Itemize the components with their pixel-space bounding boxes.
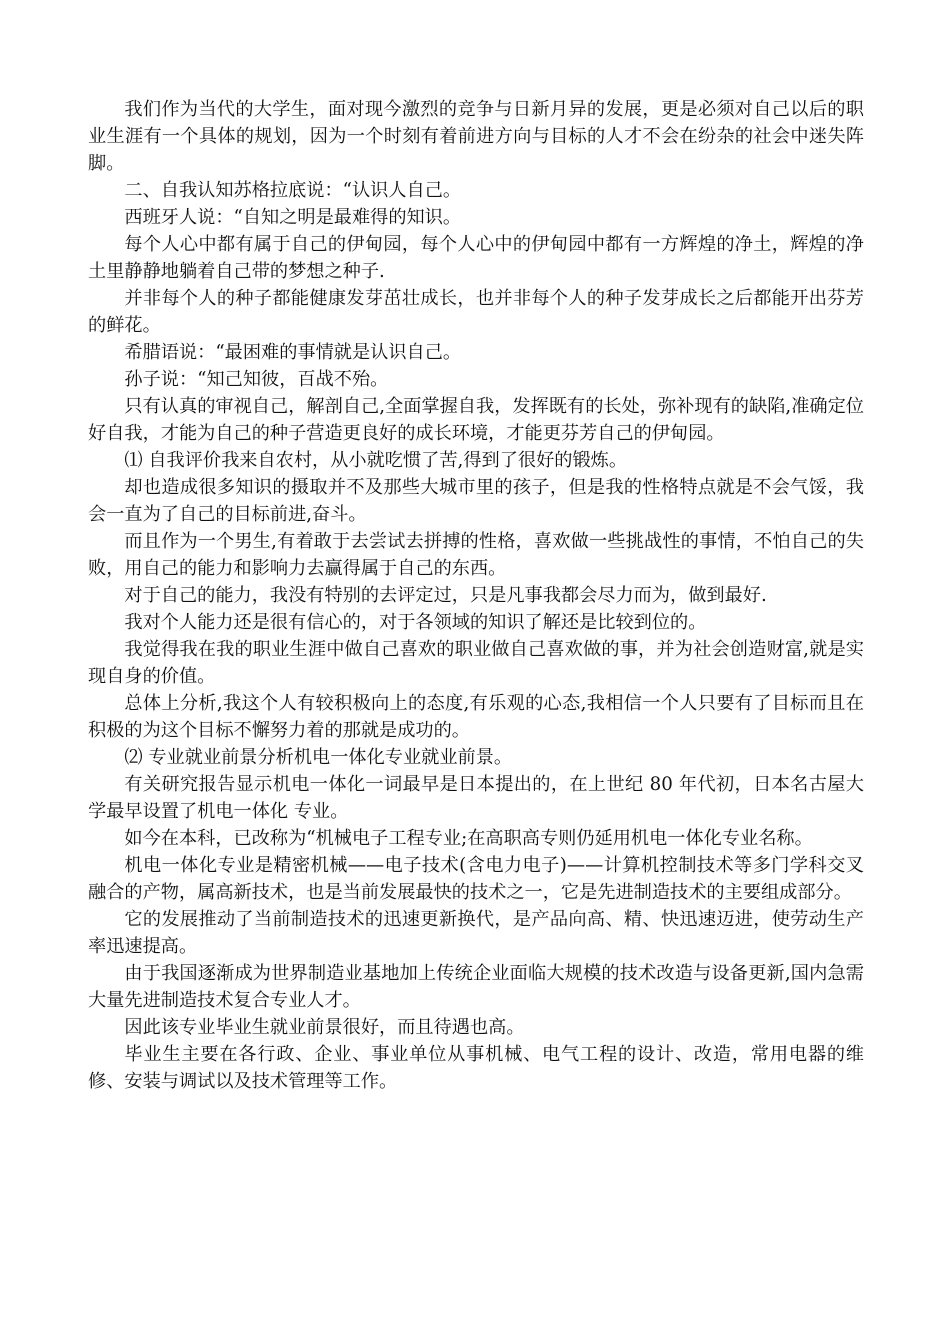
paragraph: 总体上分析,我这个人有较积极向上的态度,有乐观的心态,我相信一个人只要有了目标而且在积极的为这个目标不懈努力着的那就是成功的。 xyxy=(88,693,864,741)
paragraph: 二、自我认知苏格拉底说：“认识人自己。 xyxy=(124,180,462,201)
paragraph: 因此该专业毕业生就业前景很好，而且待遇也高。 xyxy=(124,1017,525,1038)
paragraph: 机电一体化专业是精密机械——电子技术(含电力电子)——计算机控制技术等多门学科交叉融合的产物，属高新技术，也是当前发展最快的技术之一，它是先进制造技术的主要组成部分。 xyxy=(88,855,864,903)
paragraph: 却也造成很多知识的摄取并不及那些大城市里的孩子，但是我的性格特点就是不会气馁，我会一直为了自己的目标前进,奋斗。 xyxy=(88,477,864,525)
paragraph: 如今在本科，已改称为“机械电子工程专业;在高职高专则仍延用机电一体化专业名称。 xyxy=(124,828,813,849)
paragraph: 毕业生主要在各行政、企业、事业单位从事机械、电气工程的设计、改造，常用电器的维修、安装与调试以及技术管理等工作。 xyxy=(88,1044,864,1092)
paragraph: 有关研究报告显示机电一体化一词最早是日本提出的，在上世纪 80 年代初，日本名古屋大学最早设置了机电一体化 专业。 xyxy=(88,774,864,822)
paragraph: 我对个人能力还是很有信心的，对于各领域的知识了解还是比较到位的。 xyxy=(124,612,707,633)
paragraph: 我觉得我在我的职业生涯中做自己喜欢的职业做自己喜欢做的事，并为社会创造财富,就是实现自身的价值。 xyxy=(88,639,864,687)
paragraph: 它的发展推动了当前制造技术的迅速更新换代，是产品向高、精、快迅速迈进，使劳动生产率迅速提高。 xyxy=(88,909,864,957)
paragraph: ⑴ 自我评价我来自农村，从小就吃惯了苦,得到了很好的锻炼。 xyxy=(124,450,628,471)
paragraph: ⑵ 专业就业前景分析机电一体化专业就业前景。 xyxy=(124,747,513,768)
paragraph: 孙子说：“知己知彼，百战不殆。 xyxy=(124,369,389,390)
paragraph: 由于我国逐渐成为世界制造业基地加上传统企业面临大规模的技术改造与设备更新,国内急需大量先进制造技术复合专业人才。 xyxy=(88,963,864,1011)
paragraph: 并非每个人的种子都能健康发芽茁壮成长，也并非每个人的种子发芽成长之后都能开出芬芳的鲜花。 xyxy=(88,288,864,336)
paragraph: 而且作为一个男生,有着敢于去尝试去拼搏的性格，喜欢做一些挑战性的事情，不怕自己的失败，用自己的能力和影响力去赢得属于自己的东西。 xyxy=(88,531,864,579)
paragraph: 对于自己的能力，我没有特别的去评定过，只是凡事我都会尽力而为，做到最好. xyxy=(124,585,767,606)
document-body xyxy=(88,96,864,1095)
paragraph: 只有认真的审视自己，解剖自己,全面掌握自我，发挥既有的长处，弥补现有的缺陷,准确定位好自我，才能为自己的种子营造更良好的成长环境，才能更芬芳自己的伊甸园。 xyxy=(88,396,864,444)
paragraph: 我们作为当代的大学生，面对现今激烈的竞争与日新月异的发展，更是必须对自己以后的职业生涯有一个具体的规划，因为一个时刻有着前进方向与目标的人才不会在纷杂的社会中迷失阵脚。 xyxy=(88,99,864,174)
paragraph: 西班牙人说：“自知之明是最难得的知识。 xyxy=(124,207,462,228)
paragraph: 希腊语说：“最困难的事情就是认识自己。 xyxy=(124,342,462,363)
paragraph: 每个人心中都有属于自己的伊甸园，每个人心中的伊甸园中都有一方辉煌的净土，辉煌的净土里静静地躺着自己带的梦想之种子. xyxy=(88,234,864,282)
